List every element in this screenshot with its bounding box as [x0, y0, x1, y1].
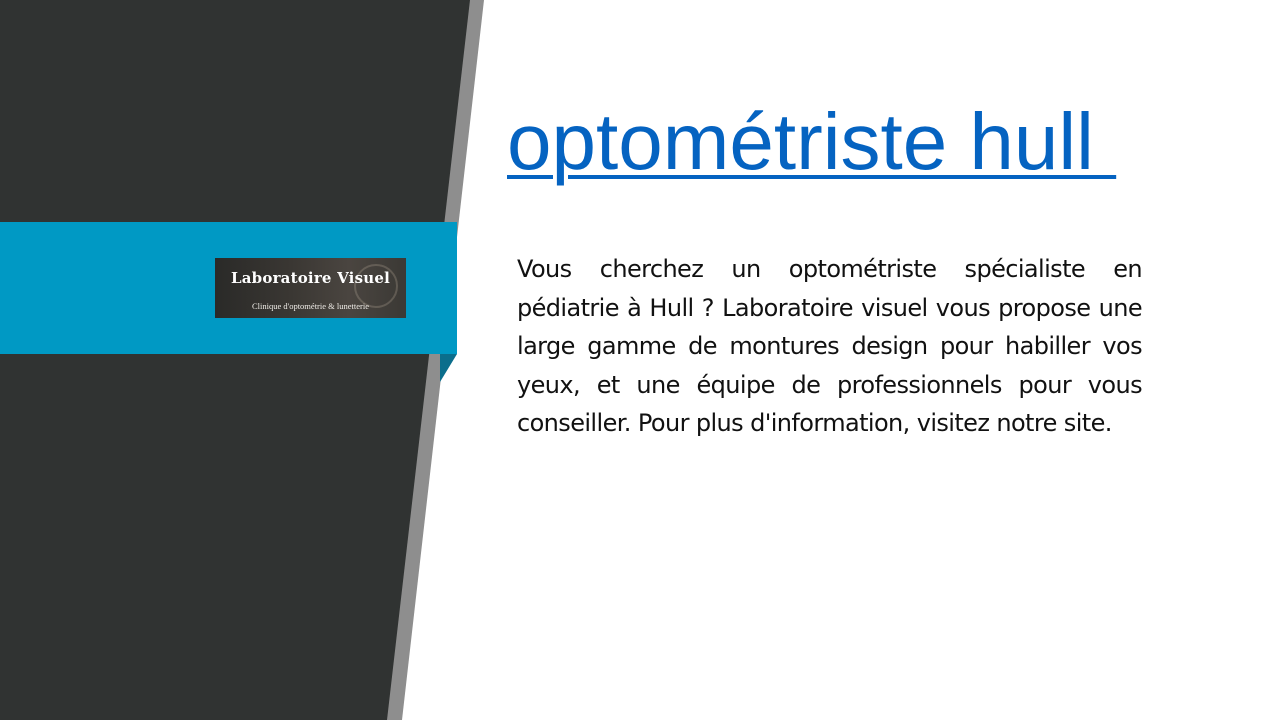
body-paragraph: Vous cherchez un optométriste spécialiste en pédiatrie à Hull ? Laboratoire visuel vous propose une large gamme de montures design pour habiller vos yeux, et une équipe de professionnels pour vous conseiller. Pour plus d'information, visitez notre site. — [517, 255, 1142, 437]
logo — [215, 258, 406, 318]
title-link[interactable]: optométriste hull — [507, 97, 1117, 186]
logo-title: Laboratoire Visuel — [231, 269, 390, 287]
logo-tagline: Clinique d'optométrie & lunetterie — [252, 301, 369, 311]
accent-band-fold — [440, 354, 457, 382]
